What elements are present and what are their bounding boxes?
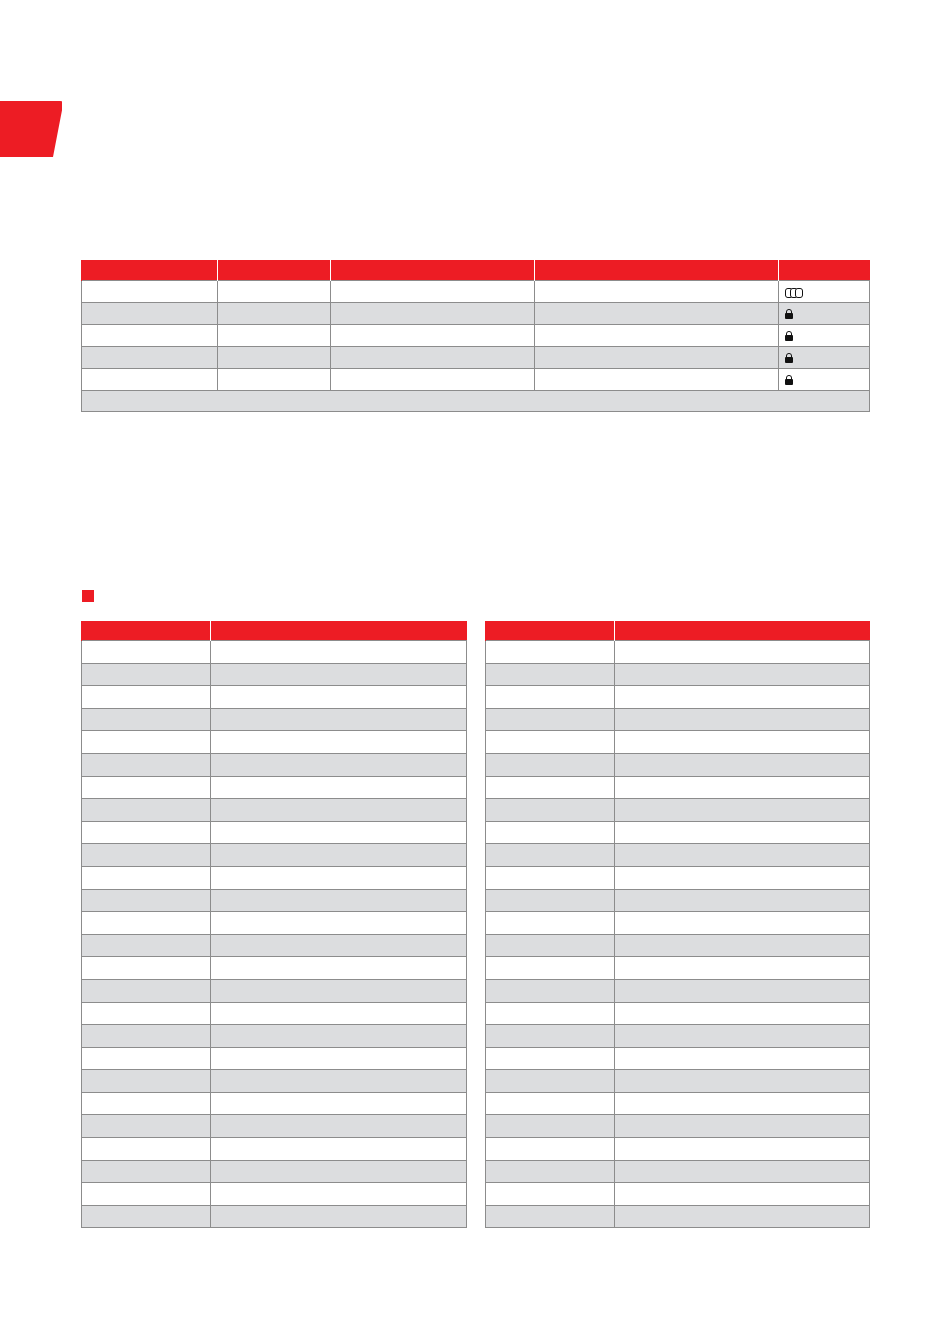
list-table-row — [82, 686, 467, 709]
list-table-row — [486, 686, 870, 709]
list-table-row — [486, 663, 870, 686]
list-table-cell — [615, 663, 870, 686]
list-table-cell — [615, 641, 870, 664]
list-table-header-cell — [82, 621, 211, 641]
list-table-row — [82, 1183, 467, 1206]
list-table-cell — [615, 776, 870, 799]
list-table-cell — [211, 821, 467, 844]
table-cell — [82, 281, 218, 303]
top-table-row — [82, 369, 870, 391]
list-table-cell — [211, 957, 467, 980]
list-table-cell — [615, 1160, 870, 1183]
list-table-cell — [615, 708, 870, 731]
list-table-row — [82, 1092, 467, 1115]
list-table-cell — [211, 663, 467, 686]
list-table-cell — [615, 1070, 870, 1093]
table-cell — [218, 303, 331, 325]
list-table-cell — [615, 686, 870, 709]
table-cell — [779, 369, 870, 391]
list-table-cell — [486, 912, 615, 935]
list-table-cell — [82, 799, 211, 822]
list-table-cell — [486, 663, 615, 686]
list-table-cell — [615, 844, 870, 867]
list-table-cell — [211, 866, 467, 889]
list-table-row — [82, 1070, 467, 1093]
list-table-row — [82, 1160, 467, 1183]
list-table-cell — [82, 731, 211, 754]
list-table-cell — [615, 753, 870, 776]
list-table-cell — [486, 1138, 615, 1161]
table-cell — [331, 281, 535, 303]
top-table-footer-row — [82, 391, 870, 412]
list-table-cell — [615, 1115, 870, 1138]
list-table-row — [82, 1205, 467, 1228]
list-table-row — [486, 1160, 870, 1183]
table-cell — [535, 281, 779, 303]
list-table-cell — [211, 912, 467, 935]
top-table-header-cell — [331, 260, 535, 281]
left-list-table — [81, 621, 467, 1228]
list-table-cell — [82, 889, 211, 912]
list-table-row — [82, 708, 467, 731]
list-table-cell — [615, 957, 870, 980]
page-tab-marker — [0, 101, 62, 157]
list-table-row — [82, 866, 467, 889]
list-table-cell — [486, 753, 615, 776]
section-bullet-icon — [82, 590, 94, 602]
list-table-cell — [82, 821, 211, 844]
list-table-cell — [82, 957, 211, 980]
table-cell — [82, 369, 218, 391]
list-table-row — [486, 776, 870, 799]
list-table-cell — [486, 844, 615, 867]
list-table-cell — [486, 1183, 615, 1206]
list-table-cell — [82, 1160, 211, 1183]
list-table-header-row — [82, 621, 467, 641]
list-table-cell — [82, 934, 211, 957]
list-table-cell — [486, 1205, 615, 1228]
table-cell — [779, 281, 870, 303]
lock-icon — [785, 353, 793, 363]
list-table-cell — [211, 1115, 467, 1138]
list-table-row — [82, 753, 467, 776]
list-table-cell — [211, 1160, 467, 1183]
top-table-header-cell — [535, 260, 779, 281]
list-table-cell — [486, 866, 615, 889]
list-table-cell — [211, 1002, 467, 1025]
list-table-row — [486, 889, 870, 912]
table-cell — [82, 325, 218, 347]
list-table-cell — [211, 776, 467, 799]
list-table-cell — [211, 1138, 467, 1161]
top-table-row — [82, 325, 870, 347]
list-table-cell — [211, 979, 467, 1002]
list-table-cell — [211, 686, 467, 709]
list-table-row — [486, 957, 870, 980]
list-table-cell — [211, 753, 467, 776]
top-table-row — [82, 303, 870, 325]
list-table-cell — [82, 1070, 211, 1093]
list-table-cell — [211, 1092, 467, 1115]
list-table-cell — [82, 1205, 211, 1228]
list-table-cell — [486, 1160, 615, 1183]
list-table-cell — [82, 912, 211, 935]
list-table-cell — [211, 731, 467, 754]
list-table-cell — [82, 776, 211, 799]
list-table-header-cell — [211, 621, 467, 641]
list-table-row — [486, 821, 870, 844]
table-cell — [535, 369, 779, 391]
top-table-row — [82, 347, 870, 369]
table-cell — [779, 325, 870, 347]
list-table-cell — [82, 1002, 211, 1025]
list-table-cell — [615, 1205, 870, 1228]
top-table-row — [82, 281, 870, 303]
list-table-cell — [615, 1025, 870, 1048]
list-table-row — [82, 912, 467, 935]
list-table-cell — [486, 686, 615, 709]
list-table-cell — [82, 866, 211, 889]
list-table-row — [486, 799, 870, 822]
list-table-row — [82, 821, 467, 844]
list-table-cell — [615, 1047, 870, 1070]
list-table-header-cell — [486, 621, 615, 641]
list-table-cell — [82, 1047, 211, 1070]
list-table-row — [82, 979, 467, 1002]
list-table-cell — [615, 889, 870, 912]
list-table-cell — [486, 821, 615, 844]
list-table-cell — [82, 686, 211, 709]
list-table-cell — [486, 889, 615, 912]
list-table-row — [486, 708, 870, 731]
top-table-header-cell — [82, 260, 218, 281]
list-table-cell — [82, 753, 211, 776]
list-table-cell — [82, 1115, 211, 1138]
list-table-cell — [211, 1047, 467, 1070]
right-list-table — [485, 621, 870, 1228]
list-table-cell — [486, 934, 615, 957]
table-cell — [331, 369, 535, 391]
list-table-cell — [615, 799, 870, 822]
list-table-cell — [211, 641, 467, 664]
list-table-cell — [82, 979, 211, 1002]
list-table-row — [486, 912, 870, 935]
table-cell — [535, 303, 779, 325]
list-table-cell — [615, 1002, 870, 1025]
list-table-row — [486, 641, 870, 664]
list-table-cell — [82, 1092, 211, 1115]
list-table-header-row — [486, 621, 870, 641]
list-table-row — [486, 753, 870, 776]
list-table-cell — [82, 1183, 211, 1206]
list-table-row — [486, 1047, 870, 1070]
table-cell — [82, 303, 218, 325]
table-cell — [331, 303, 535, 325]
list-table-cell — [486, 1115, 615, 1138]
list-table-row — [82, 776, 467, 799]
lock-icon — [785, 375, 793, 385]
list-table-row — [486, 1025, 870, 1048]
table-cell — [331, 347, 535, 369]
list-table-cell — [486, 1047, 615, 1070]
list-table-cell — [211, 1183, 467, 1206]
top-table-header-cell — [779, 260, 870, 281]
top-table — [81, 260, 870, 412]
list-table-row — [486, 1002, 870, 1025]
list-table-cell — [615, 866, 870, 889]
list-table-row — [486, 1092, 870, 1115]
lock-icon — [785, 309, 793, 319]
list-table-row — [82, 1025, 467, 1048]
table-cell — [535, 325, 779, 347]
list-table-row — [82, 799, 467, 822]
table-cell — [218, 281, 331, 303]
list-table-cell — [211, 844, 467, 867]
group-lock-icon — [785, 287, 801, 297]
list-table-cell — [486, 957, 615, 980]
top-table-header-cell — [218, 260, 331, 281]
list-table-cell — [82, 1025, 211, 1048]
list-table-cell — [82, 844, 211, 867]
table-cell — [779, 347, 870, 369]
list-table-row — [82, 641, 467, 664]
list-table-row — [486, 844, 870, 867]
list-table-cell — [615, 979, 870, 1002]
list-table-cell — [211, 799, 467, 822]
list-table-cell — [211, 708, 467, 731]
list-table-cell — [615, 1138, 870, 1161]
list-table-row — [82, 889, 467, 912]
list-table-row — [486, 1205, 870, 1228]
table-cell — [535, 347, 779, 369]
list-table-cell — [615, 1092, 870, 1115]
list-table-cell — [615, 731, 870, 754]
list-table-cell — [211, 889, 467, 912]
list-table-row — [486, 979, 870, 1002]
list-table-row — [486, 1070, 870, 1093]
table-cell — [331, 325, 535, 347]
list-table-row — [486, 731, 870, 754]
list-table-cell — [211, 1025, 467, 1048]
table-cell — [218, 369, 331, 391]
list-table-cell — [486, 1092, 615, 1115]
list-table-cell — [82, 663, 211, 686]
list-table-header-cell — [615, 621, 870, 641]
list-table-cell — [211, 1070, 467, 1093]
table-cell — [779, 303, 870, 325]
list-table-row — [82, 1138, 467, 1161]
list-table-row — [486, 1138, 870, 1161]
list-table-cell — [486, 1002, 615, 1025]
list-table-row — [486, 1183, 870, 1206]
list-table-row — [82, 844, 467, 867]
top-table-footer-cell — [82, 391, 870, 412]
list-table-cell — [211, 934, 467, 957]
list-table-cell — [615, 912, 870, 935]
list-table-cell — [615, 1183, 870, 1206]
lock-icon — [785, 331, 793, 341]
table-cell — [82, 347, 218, 369]
list-table-cell — [486, 1070, 615, 1093]
table-cell — [218, 325, 331, 347]
list-table-row — [486, 866, 870, 889]
list-table-row — [82, 1002, 467, 1025]
list-table-row — [486, 1115, 870, 1138]
list-table-cell — [486, 799, 615, 822]
list-table-cell — [486, 1025, 615, 1048]
list-table-cell — [82, 708, 211, 731]
list-table-cell — [82, 641, 211, 664]
list-table-row — [82, 957, 467, 980]
list-table-row — [82, 1047, 467, 1070]
top-table-header-row — [82, 260, 870, 281]
list-table-row — [82, 934, 467, 957]
list-table-row — [82, 731, 467, 754]
list-table-cell — [486, 708, 615, 731]
list-table-row — [82, 663, 467, 686]
list-table-cell — [486, 979, 615, 1002]
list-table-cell — [486, 731, 615, 754]
list-table-cell — [211, 1205, 467, 1228]
list-table-row — [486, 934, 870, 957]
list-table-cell — [615, 821, 870, 844]
list-table-cell — [486, 641, 615, 664]
table-cell — [218, 347, 331, 369]
list-table-cell — [82, 1138, 211, 1161]
list-table-row — [82, 1115, 467, 1138]
list-table-cell — [615, 934, 870, 957]
list-table-cell — [486, 776, 615, 799]
